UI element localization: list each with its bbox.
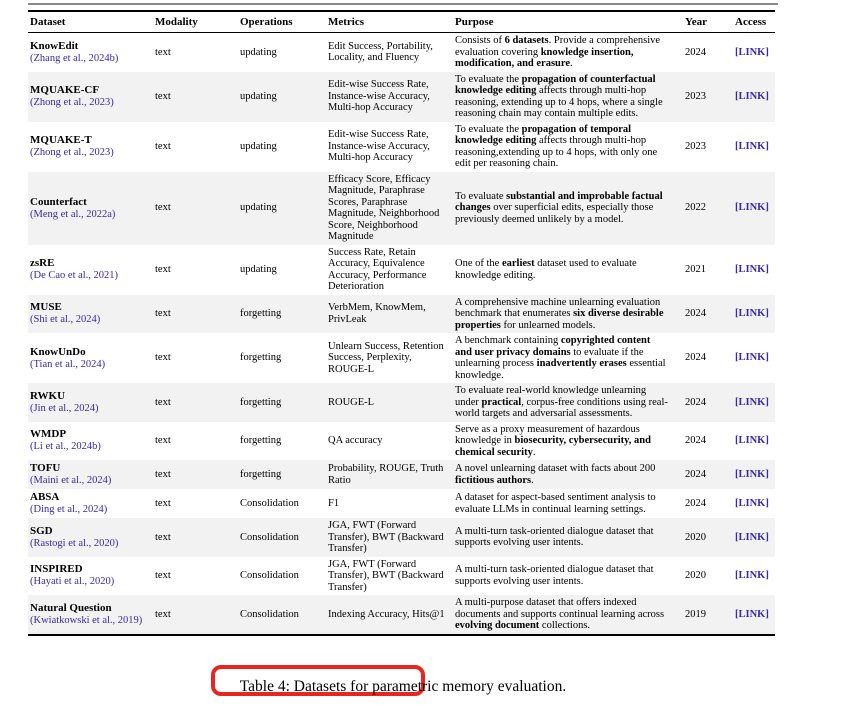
operations-cell: forgetting <box>240 352 282 364</box>
purpose-cell <box>453 557 683 596</box>
access-link[interactable]: [LINK] <box>735 396 769 408</box>
access-link[interactable]: [LINK] <box>735 468 769 480</box>
access-cell <box>733 122 775 172</box>
purpose-text: Consists of <box>455 35 505 46</box>
purpose-bold-text: earliest <box>501 258 535 269</box>
table-caption: Table 4: Datasets for parametric memory evaluation. <box>239 678 567 695</box>
access-link[interactable]: [LINK] <box>735 497 769 509</box>
year-cell: 2022 <box>685 202 706 214</box>
access-cell <box>733 460 775 489</box>
purpose-text: To evaluate the <box>455 123 522 135</box>
dataset-name: MQUAKE-T <box>30 134 92 146</box>
purpose-text: . <box>570 58 573 69</box>
table-row <box>28 422 775 461</box>
year-cell: 2024 <box>685 352 706 364</box>
purpose-text: affects through multi-hop reasoning,extending up to 4 hops, with only one edit per reasoning chain. <box>455 135 658 169</box>
purpose-cell <box>453 122 683 172</box>
year-cell: 2021 <box>685 263 706 275</box>
access-link[interactable]: [LINK] <box>735 531 769 543</box>
dataset-cell <box>28 72 153 122</box>
purpose-text: Serve as a proxy measurement of hazardous knowledge in <box>455 423 640 446</box>
modality-cell: text <box>155 263 171 275</box>
dataset-name: Counterfact <box>30 195 87 208</box>
access-cell <box>733 72 775 122</box>
dataset-cell <box>28 295 153 334</box>
operations-cell: Consolidation <box>240 608 299 620</box>
dataset-name: KnowUnDo <box>30 345 86 358</box>
purpose-bold-text: evolving document <box>455 620 540 631</box>
access-link[interactable]: [LINK] <box>735 308 769 319</box>
access-cell <box>733 383 775 422</box>
purpose-cell <box>453 72 683 122</box>
access-cell <box>733 489 775 518</box>
metrics-cell: Unlearn Success, Retention Success, Perplexity, ROUGE-L <box>328 340 444 375</box>
purpose-cell <box>453 422 683 461</box>
column-header-year: Year <box>683 11 733 33</box>
purpose-text: To evaluate real-world knowledge unlearning under <box>455 385 647 408</box>
purpose-text: to evaluate if the unlearning process <box>455 346 644 369</box>
metrics-cell: Probability, ROUGE, Truth Ratio <box>328 463 444 486</box>
purpose-text: . <box>531 474 534 486</box>
operations-cell: updating <box>240 46 277 58</box>
modality-cell: text <box>155 497 171 509</box>
dataset-name: WMDP <box>30 428 67 441</box>
dataset-name: SGD <box>30 524 53 537</box>
citation-link[interactable]: (Zhang et al., 2024b) <box>30 52 119 64</box>
table-row <box>28 557 775 596</box>
access-link[interactable]: [LINK] <box>735 570 769 581</box>
table-row <box>28 245 775 295</box>
modality-cell: text <box>155 435 171 446</box>
column-header-metrics: Metrics <box>326 11 453 33</box>
dataset-cell <box>28 518 153 557</box>
modality-cell: text <box>155 570 171 581</box>
purpose-bold-text: 6 datasets <box>504 35 549 46</box>
modality-cell: text <box>155 468 171 480</box>
access-cell <box>733 518 775 557</box>
dataset-cell <box>28 460 153 489</box>
metrics-cell: Edit-wise Success Rate, Instance-wise Accuracy, Multi-hop Accuracy <box>328 129 430 164</box>
citation-link[interactable]: (Rastogi et al., 2020) <box>30 537 119 549</box>
access-link[interactable]: [LINK] <box>735 435 769 446</box>
dataset-cell <box>28 422 153 461</box>
metrics-cell: VerbMem, KnowMem, PrivLeak <box>328 302 426 325</box>
purpose-text: To evaluate <box>455 190 507 202</box>
operations-cell: updating <box>240 90 277 102</box>
purpose-bold-text: propagation of temporal knowledge editing <box>455 123 632 146</box>
dataset-name: INSPIRED <box>30 563 83 576</box>
purpose-text: A comprehensive machine unlearning evaluation benchmark that enumerates <box>455 296 661 319</box>
year-cell: 2023 <box>685 140 706 152</box>
column-header-access: Access <box>733 11 775 33</box>
purpose-cell <box>453 518 683 557</box>
purpose-text: A novel unlearning dataset with facts about 200 <box>455 463 656 474</box>
access-cell <box>733 245 775 295</box>
dataset-name: RWKU <box>30 389 66 402</box>
metrics-cell: Success Rate, Retain Accuracy, Equivalence Accuracy, Performance Deterioration <box>328 246 427 292</box>
purpose-cell <box>453 460 683 489</box>
purpose-bold-text: knowledge insertion, modification, and erasure <box>455 46 634 69</box>
modality-cell: text <box>155 202 171 214</box>
metrics-cell: Efficacy Score, Efficacy Magnitude, Paraphrase Scores, Paraphrase Magnitude, Neighborhood Score, Neighborhood Magnitude <box>328 173 440 242</box>
metrics-cell: Indexing Accuracy, Hits@1 <box>328 608 445 620</box>
metrics-cell: F1 <box>328 497 340 509</box>
citation-link[interactable]: (Tian et al., 2024) <box>30 358 106 370</box>
column-header-purpose: Purpose <box>453 11 683 33</box>
table-row <box>28 33 775 72</box>
dataset-name: MQUAKE-CF <box>30 84 100 96</box>
operations-cell: updating <box>240 263 277 275</box>
purpose-bold-text: inadvertently erases <box>536 358 627 369</box>
access-link[interactable]: [LINK] <box>735 352 769 364</box>
access-link[interactable]: [LINK] <box>735 140 769 152</box>
purpose-bold-text: fictitious authors <box>455 474 532 486</box>
access-link[interactable]: [LINK] <box>735 46 769 58</box>
dataset-name: ABSA <box>30 491 60 503</box>
access-cell <box>733 422 775 461</box>
purpose-text: To evaluate the <box>455 73 522 85</box>
year-cell: 2024 <box>685 308 706 319</box>
operations-cell: Consolidation <box>240 570 299 581</box>
purpose-cell <box>453 333 683 383</box>
dataset-cell <box>28 245 153 295</box>
access-link[interactable]: [LINK] <box>735 608 769 620</box>
citation-link[interactable]: (Zhong et al., 2023) <box>30 147 114 158</box>
table-body <box>28 33 775 635</box>
access-link[interactable]: [LINK] <box>735 263 769 275</box>
table-row <box>28 333 775 383</box>
year-cell: 2024 <box>685 46 706 58</box>
dataset-cell <box>28 595 153 635</box>
header-row <box>28 11 775 33</box>
purpose-bold-text: copyrighted content and user privacy domains <box>455 335 651 358</box>
purpose-cell <box>453 295 683 334</box>
dataset-name: Natural Question <box>30 601 112 614</box>
table-row <box>28 518 775 557</box>
purpose-cell <box>453 595 683 635</box>
access-cell <box>733 333 775 383</box>
operations-cell: updating <box>240 140 277 152</box>
modality-cell: text <box>155 608 171 620</box>
citation-link[interactable]: (Li et al., 2024b) <box>30 441 101 453</box>
dataset-cell <box>28 333 153 383</box>
purpose-text: , corpus-free conditions using real-world targets and adversarial assessments. <box>455 396 668 419</box>
citation-link[interactable]: (Meng et al., 2022a) <box>30 208 116 220</box>
operations-cell: updating <box>240 202 277 214</box>
datasets-table <box>28 10 775 636</box>
modality-cell: text <box>155 308 171 319</box>
dataset-cell <box>28 122 153 172</box>
citation-link[interactable]: (Jin et al., 2024) <box>30 402 99 414</box>
purpose-cell <box>453 33 683 72</box>
purpose-text: . <box>532 446 536 458</box>
dataset-name: zsRE <box>30 257 55 269</box>
operations-cell: forgetting <box>240 435 282 446</box>
access-cell <box>733 172 775 245</box>
metrics-cell: JGA, FWT (Forward Transfer), BWT (Backward Transfer) <box>328 558 444 593</box>
dataset-cell <box>28 383 153 422</box>
access-cell <box>733 557 775 596</box>
citation-link[interactable]: (Zhong et al., 2023) <box>30 97 114 108</box>
metrics-cell: Edit Success, Portability, Locality, and Fluency <box>328 40 433 64</box>
dataset-cell <box>28 557 153 596</box>
purpose-text: . Provide a comprehensive evaluation covering <box>455 35 661 58</box>
purpose-text: essential knowledge. <box>455 358 666 381</box>
operations-cell: forgetting <box>240 308 282 319</box>
column-header-dataset: Dataset <box>28 11 153 33</box>
purpose-text: One of the <box>455 258 502 269</box>
purpose-text: A multi-purpose dataset that offers indexed documents and supports continual learning across <box>455 597 665 620</box>
year-cell: 2020 <box>685 570 706 581</box>
table-row <box>28 383 775 422</box>
access-link[interactable]: [LINK] <box>735 202 769 214</box>
purpose-text: dataset used to evaluate knowledge editing. <box>455 258 637 281</box>
modality-cell: text <box>155 531 171 543</box>
table-row <box>28 72 775 122</box>
year-cell: 2024 <box>685 468 706 480</box>
access-link[interactable]: [LINK] <box>735 90 769 102</box>
operations-cell: Consolidation <box>240 531 299 543</box>
column-header-modality: Modality <box>153 11 238 33</box>
metrics-cell: JGA, FWT (Forward Transfer), BWT (Backward Transfer) <box>328 520 444 554</box>
purpose-cell <box>453 489 683 518</box>
citation-link[interactable]: (Shi et al., 2024) <box>30 314 101 326</box>
year-cell: 2024 <box>685 435 706 446</box>
year-cell: 2023 <box>685 90 706 102</box>
purpose-text: for unlearned models. <box>500 319 596 331</box>
purpose-text: A benchmark containing <box>455 335 561 346</box>
year-cell: 2020 <box>685 531 706 543</box>
access-cell <box>733 295 775 334</box>
year-cell: 2024 <box>685 497 706 509</box>
column-header-operations: Operations <box>238 11 326 33</box>
modality-cell: text <box>155 140 171 152</box>
dataset-cell <box>28 33 153 72</box>
purpose-text: affects through multi-hop reasoning, extending up to 4 hops, where a single reasoning chain may contain multiple edits. <box>455 85 663 119</box>
table-row <box>28 295 775 334</box>
year-cell: 2024 <box>685 396 706 408</box>
table-row <box>28 460 775 489</box>
metrics-cell: QA accuracy <box>328 435 383 446</box>
purpose-cell <box>453 172 683 245</box>
purpose-bold-text: substantial and improbable factual changes <box>455 190 663 214</box>
citation-link[interactable]: (Kwiatkowski et al., 2019) <box>30 614 143 626</box>
dataset-cell <box>28 172 153 245</box>
purpose-bold-text: practical <box>481 396 522 408</box>
modality-cell: text <box>155 90 171 102</box>
purpose-text: A multi-turn task-oriented dialogue dataset that supports evolving user intents. <box>455 525 654 549</box>
operations-cell: forgetting <box>240 396 282 408</box>
purpose-text: A multi-turn task-oriented dialogue dataset that supports evolving user intents. <box>455 564 654 587</box>
access-cell <box>733 33 775 72</box>
purpose-bold-text: six diverse desirable properties <box>455 308 664 331</box>
dataset-name: TOFU <box>30 462 61 474</box>
access-cell <box>733 595 775 635</box>
purpose-bold-text: biosecurity, cybersecurity, and chemical security <box>455 435 651 458</box>
table-header <box>28 11 775 33</box>
dataset-name: KnowEdit <box>30 39 79 52</box>
purpose-text: A dataset for aspect-based sentiment analysis to evaluate LLMs in continual learning settings. <box>455 492 656 515</box>
page-top-divider <box>28 3 778 5</box>
purpose-cell <box>453 383 683 422</box>
citation-link[interactable]: (Hayati et al., 2020) <box>30 576 115 588</box>
modality-cell: text <box>155 396 171 408</box>
purpose-cell <box>453 245 683 295</box>
citation-link[interactable]: (Maini et al., 2024) <box>30 475 112 486</box>
dataset-cell <box>28 489 153 518</box>
citation-link[interactable]: (Ding et al., 2024) <box>30 504 108 515</box>
table-row <box>28 489 775 518</box>
citation-link[interactable]: (De Cao et al., 2021) <box>30 270 119 281</box>
metrics-cell: Edit-wise Success Rate, Instance-wise Accuracy, Multi-hop Accuracy <box>328 79 430 114</box>
dataset-name: MUSE <box>30 301 62 314</box>
modality-cell: text <box>155 352 171 364</box>
modality-cell: text <box>155 46 171 58</box>
operations-cell: Consolidation <box>240 497 299 509</box>
purpose-bold-text: propagation of counterfactual knowledge editing <box>455 73 656 96</box>
table-row <box>28 172 775 245</box>
purpose-text: over superficial edits, especially those previously deemed unlikely by a model. <box>455 202 654 225</box>
purpose-text: collections. <box>539 620 591 631</box>
year-cell: 2019 <box>685 608 706 620</box>
table-row <box>28 595 775 635</box>
table-row <box>28 122 775 172</box>
operations-cell: forgetting <box>240 468 282 480</box>
metrics-cell: ROUGE-L <box>328 396 375 408</box>
